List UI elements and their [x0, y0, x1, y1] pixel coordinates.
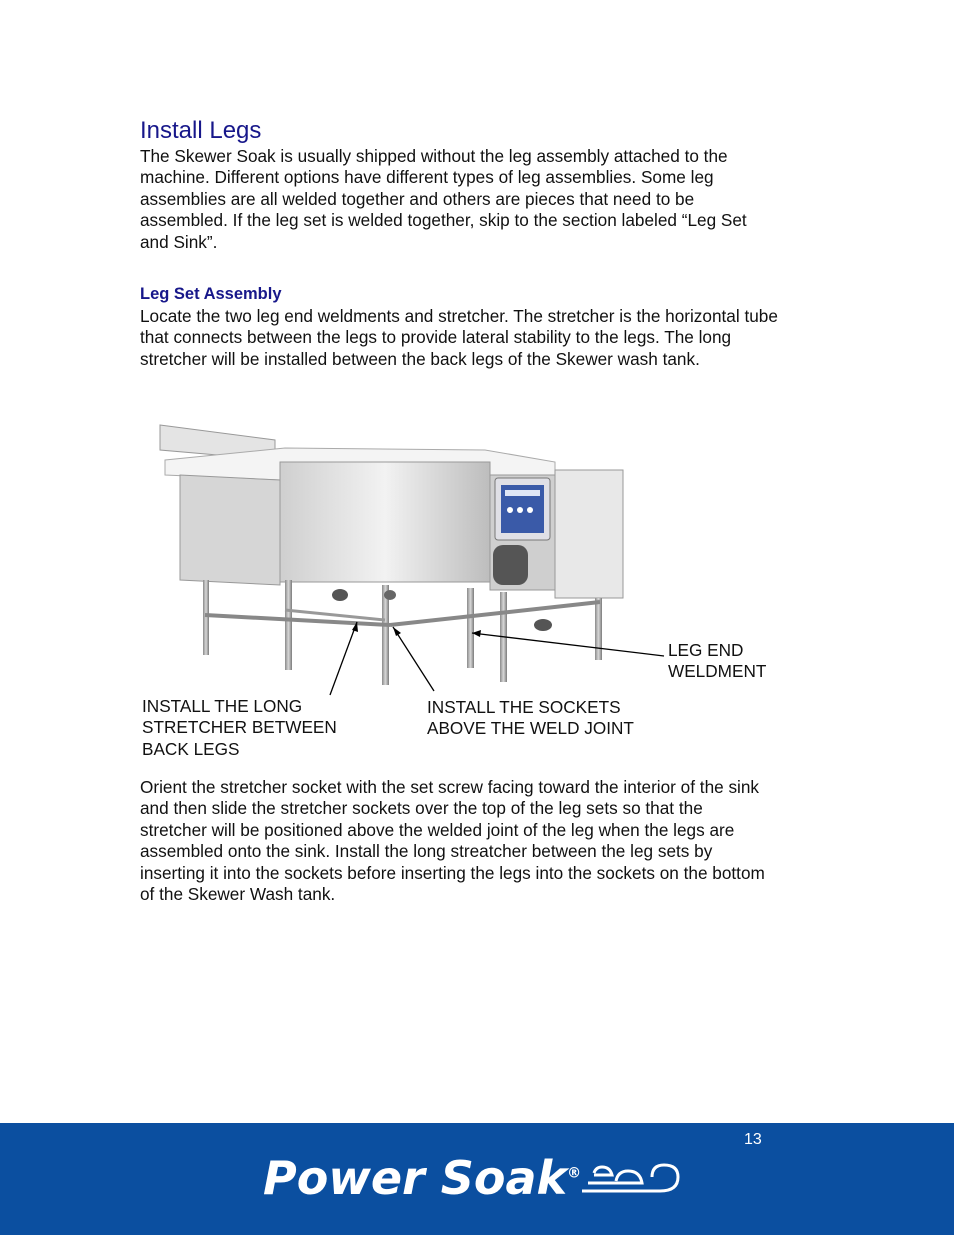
intro-paragraph: The Skewer Soak is usually shipped without the leg assembly attached to the machine. Different options have different types of leg assemblies. Some leg assemblies are all welded together and others are pieces that need to be assembled. If the leg set is welded together, skip to the section labeled “Leg Set and Sink”. — [140, 146, 747, 252]
brand-logo — [263, 1151, 581, 1205]
callout-leg-end-line-1: LEG END — [668, 640, 744, 660]
brand-waves-icon — [580, 1161, 682, 1199]
registered-mark: ® — [567, 1165, 582, 1182]
orient-paragraph: Orient the stretcher socket with the set screw facing toward the interior of the sink and then slide the stretcher sockets over the top of the leg sets so that the stretcher will be positioned above the welded joint of the leg when the legs are assembled onto the sink. Install the long streatcher between the leg sets by inserting it into the sockets before inserting the legs into the sockets on the bottom of the Skewer Wash tank. — [140, 777, 765, 905]
page-title: Install Legs — [140, 117, 262, 144]
callout-long-line-1: INSTALL THE LONG — [142, 696, 303, 716]
brand-name: Power Soak — [263, 1151, 568, 1205]
callout-sockets — [427, 697, 634, 740]
section-heading: Leg Set Assembly — [140, 285, 282, 303]
page-number: 13 — [744, 1131, 762, 1148]
callout-leg-end-line-2: WELDMENT — [668, 661, 767, 682]
callout-long-line-2: STRETCHER BETWEEN — [142, 717, 337, 738]
callout-sockets-line-2: ABOVE THE WELD JOINT — [427, 718, 634, 739]
orient-section — [140, 777, 770, 905]
callout-sockets-line-1: INSTALL THE SOCKETS — [427, 697, 621, 717]
footer-band — [0, 1123, 954, 1235]
callout-long-line-3: BACK LEGS — [142, 738, 240, 759]
leg-set-paragraph: Locate the two leg end weldments and stretcher. The stretcher is the horizontal tube that connects between the legs to provide lateral stability to the legs. The long stretcher will be installed between the back legs of the Skewer wash tank. — [140, 306, 778, 369]
callout-leg-end-weldment — [668, 640, 766, 683]
callout-long-stretcher — [142, 696, 337, 760]
